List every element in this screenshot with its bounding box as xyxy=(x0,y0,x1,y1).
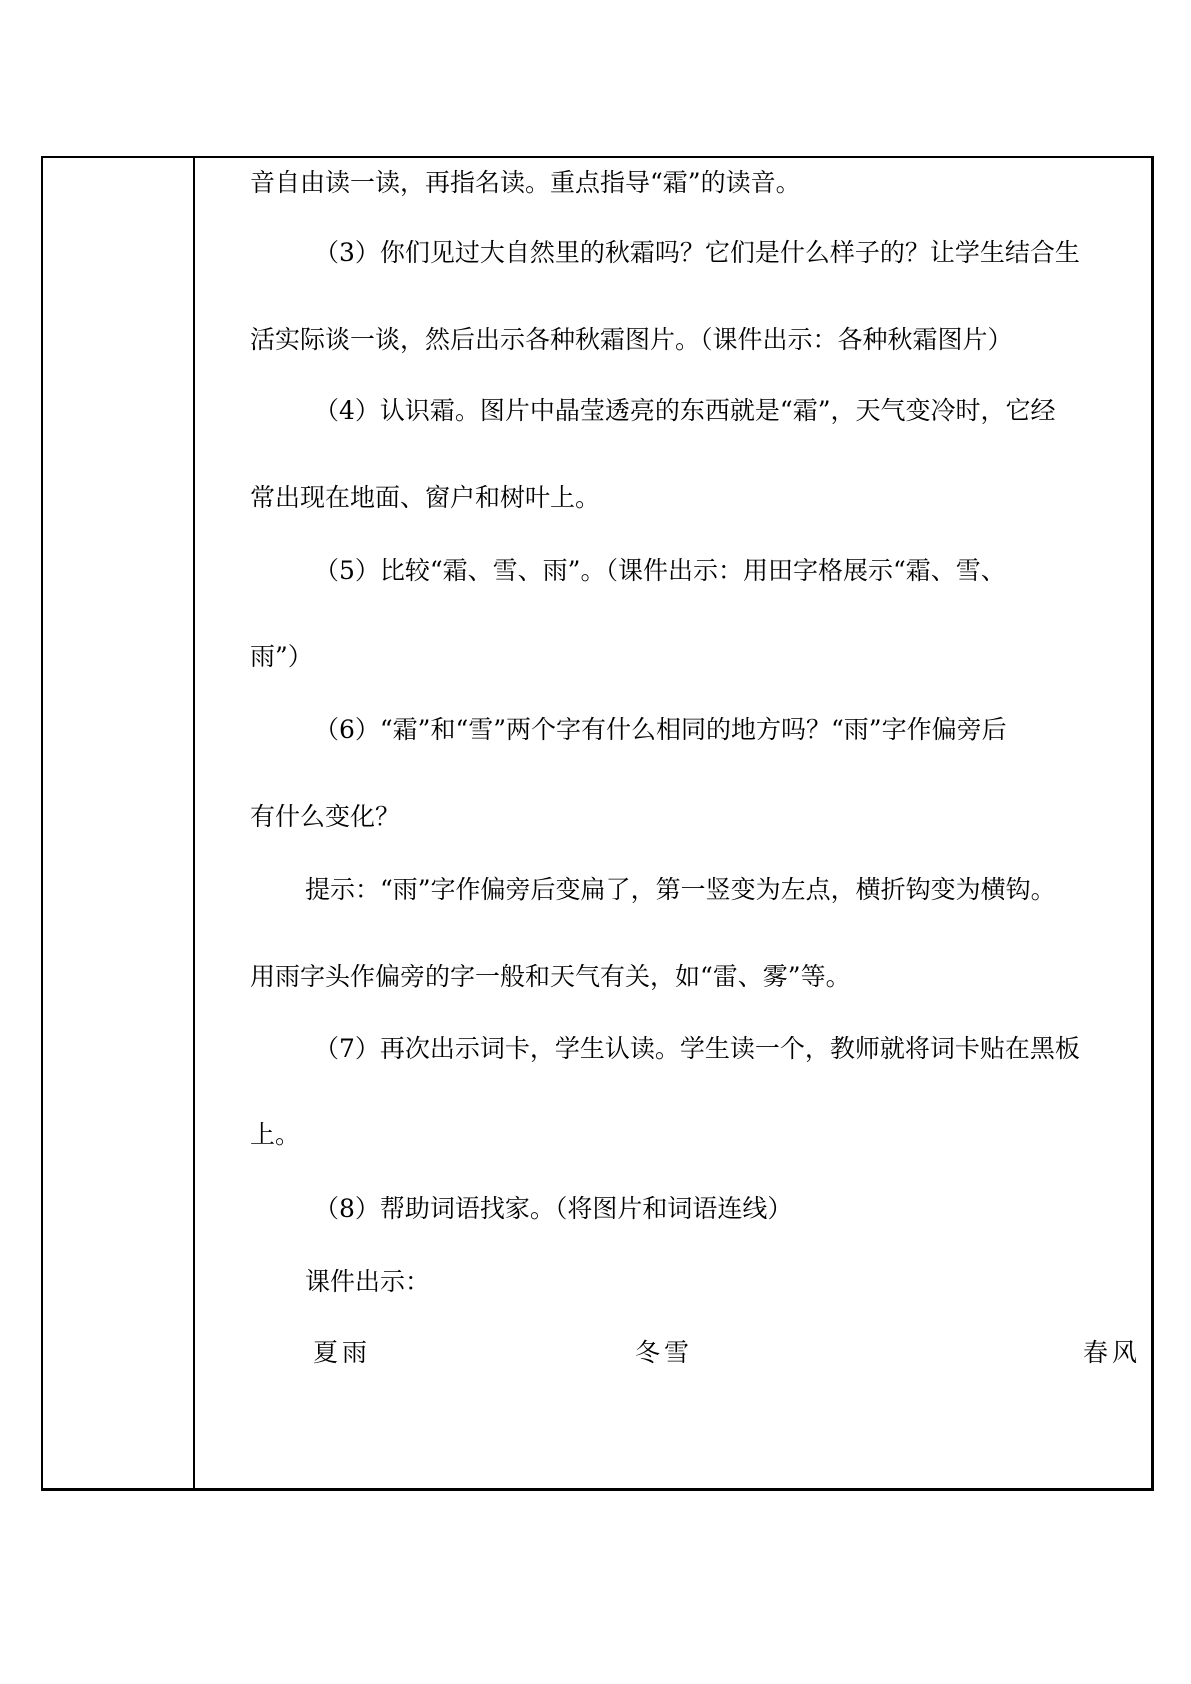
paragraph-line: 上。 xyxy=(250,1120,301,1149)
word-summer-rain: 夏雨 xyxy=(313,1338,372,1367)
content-cell xyxy=(195,158,1151,1488)
paragraph-line: 提示：“雨”字作偏旁后变扁了，第一竖变为左点，横折钩变为横钩。 xyxy=(305,875,1056,904)
paragraph-line: （5）比较“霜、雪、雨”。（课件出示：用田字格展示“霜、雪、 xyxy=(314,556,1006,585)
paragraph-line: （8）帮助词语找家。（将图片和词语连线） xyxy=(314,1194,793,1223)
paragraph-line: 活实际谈一谈，然后出示各种秋霜图片。（课件出示：各种秋霜图片） xyxy=(250,325,1013,354)
word-row xyxy=(250,1336,1141,1370)
paragraph-line: 有什么变化？ xyxy=(250,802,401,831)
paragraph-line: 课件出示： xyxy=(305,1267,431,1296)
paragraph-line: 雨”） xyxy=(250,642,313,671)
word-spring-wind: 春风 xyxy=(1082,1338,1141,1367)
word-winter-snow: 冬雪 xyxy=(635,1338,694,1367)
paragraph-line: （6）“霜”和“雪”两个字有什么相同的地方吗？“雨”字作偏旁后 xyxy=(314,715,1007,744)
paragraph-line: 常出现在地面、窗户和树叶上。 xyxy=(250,483,601,512)
paragraph-line: （7）再次出示词卡，学生认读。学生读一个，教师就将词卡贴在黑板 xyxy=(314,1034,1080,1063)
paragraph-line: （3）你们见过大自然里的秋霜吗？它们是什么样子的？让学生结合生 xyxy=(314,238,1080,267)
paragraph-line: （4）认识霜。图片中晶莹透亮的东西就是“霜”，天气变冷时，它经 xyxy=(314,396,1056,425)
paragraph-line: 音自由读一读，再指名读。重点指导“霜”的读音。 xyxy=(250,168,801,197)
lesson-table xyxy=(41,156,1154,1491)
paragraph-line: 用雨字头作偏旁的字一般和天气有关，如“雷、雾”等。 xyxy=(250,962,851,991)
